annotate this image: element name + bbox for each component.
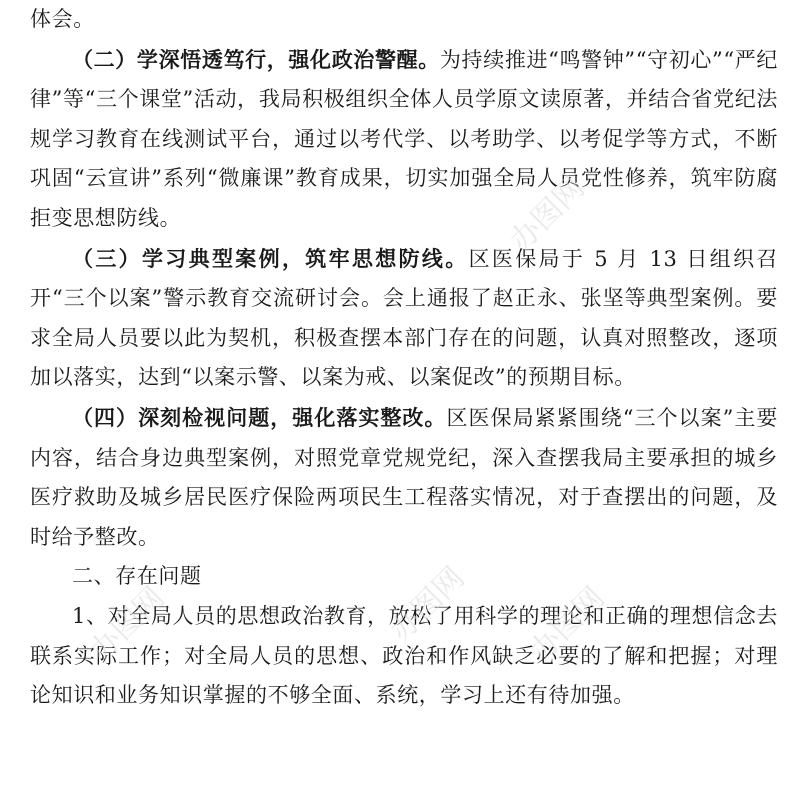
- section-heading-3: （三）学习典型案例，筑牢思想防线。: [72, 245, 469, 271]
- paragraph-text: 区医保局于 5 月 13 日组织召开“三个以案”警示教育交流研讨会。会上通报了赵正永、张坚等典型案例。要求全局人员要以此为契机，积极查摆本部门存在的问题，认真对照整改，逐项加以落实，达到“以案示警、以案为戒、以案促改”的预期目标。: [30, 246, 778, 390]
- paragraph-section-2: [30, 40, 778, 239]
- paragraph-text: 体会。: [30, 7, 95, 31]
- heading-existing-problems: [30, 557, 778, 597]
- paragraph-section-4: [30, 398, 778, 557]
- document-page: [30, 0, 778, 716]
- paragraph-section-3: [30, 239, 778, 398]
- paragraph-text: 1、对全局人员的思想政治教育，放松了用科学的理论和正确的理想信念去联系实际工作；对全局人员的思想、政治和作风缺乏必要的了解和把握；对理论知识和业务知识掌握的不够全面、系统，学习上还有待加强。: [30, 603, 778, 708]
- section-heading-2: （二）学深悟透笃行，强化政治警醒。: [72, 46, 440, 72]
- section-heading-4: （四）深刻检视问题，强化落实整改。: [72, 404, 447, 430]
- watermark-text: 办图网: [83, 580, 172, 669]
- paragraph-text: 为持续推进“鸣警钟”“守初心”“严纪律”等“三个课堂”活动，我局积极组织全体人员学原文读原著，并结合省党纪法规学习教育在线测试平台，通过以考代学、以考助学、以考促学等方式，不断巩固“云宣讲”系列“微廉课”教育成果，切实加强全局人员党性修养，筑牢防腐拒变思想防线。: [30, 47, 778, 230]
- watermark-text: 办图网: [383, 560, 472, 649]
- heading-text: 二、存在问题: [72, 564, 202, 589]
- paragraph-text: 区医保局紧紧围绕“三个以案”主要内容，结合身边典型案例，对照党章党规党纪，深入查摆我局主要承担的城乡医疗救助及城乡居民医疗保险两项民生工程落实情况，对于查摆出的问题，及时给予整改。: [30, 405, 779, 549]
- watermark-text: 办图网: [503, 170, 592, 259]
- paragraph-problem-1: [30, 597, 778, 716]
- paragraph-closing-fragment: [30, 0, 778, 40]
- watermark-text: 办图网: [523, 580, 612, 669]
